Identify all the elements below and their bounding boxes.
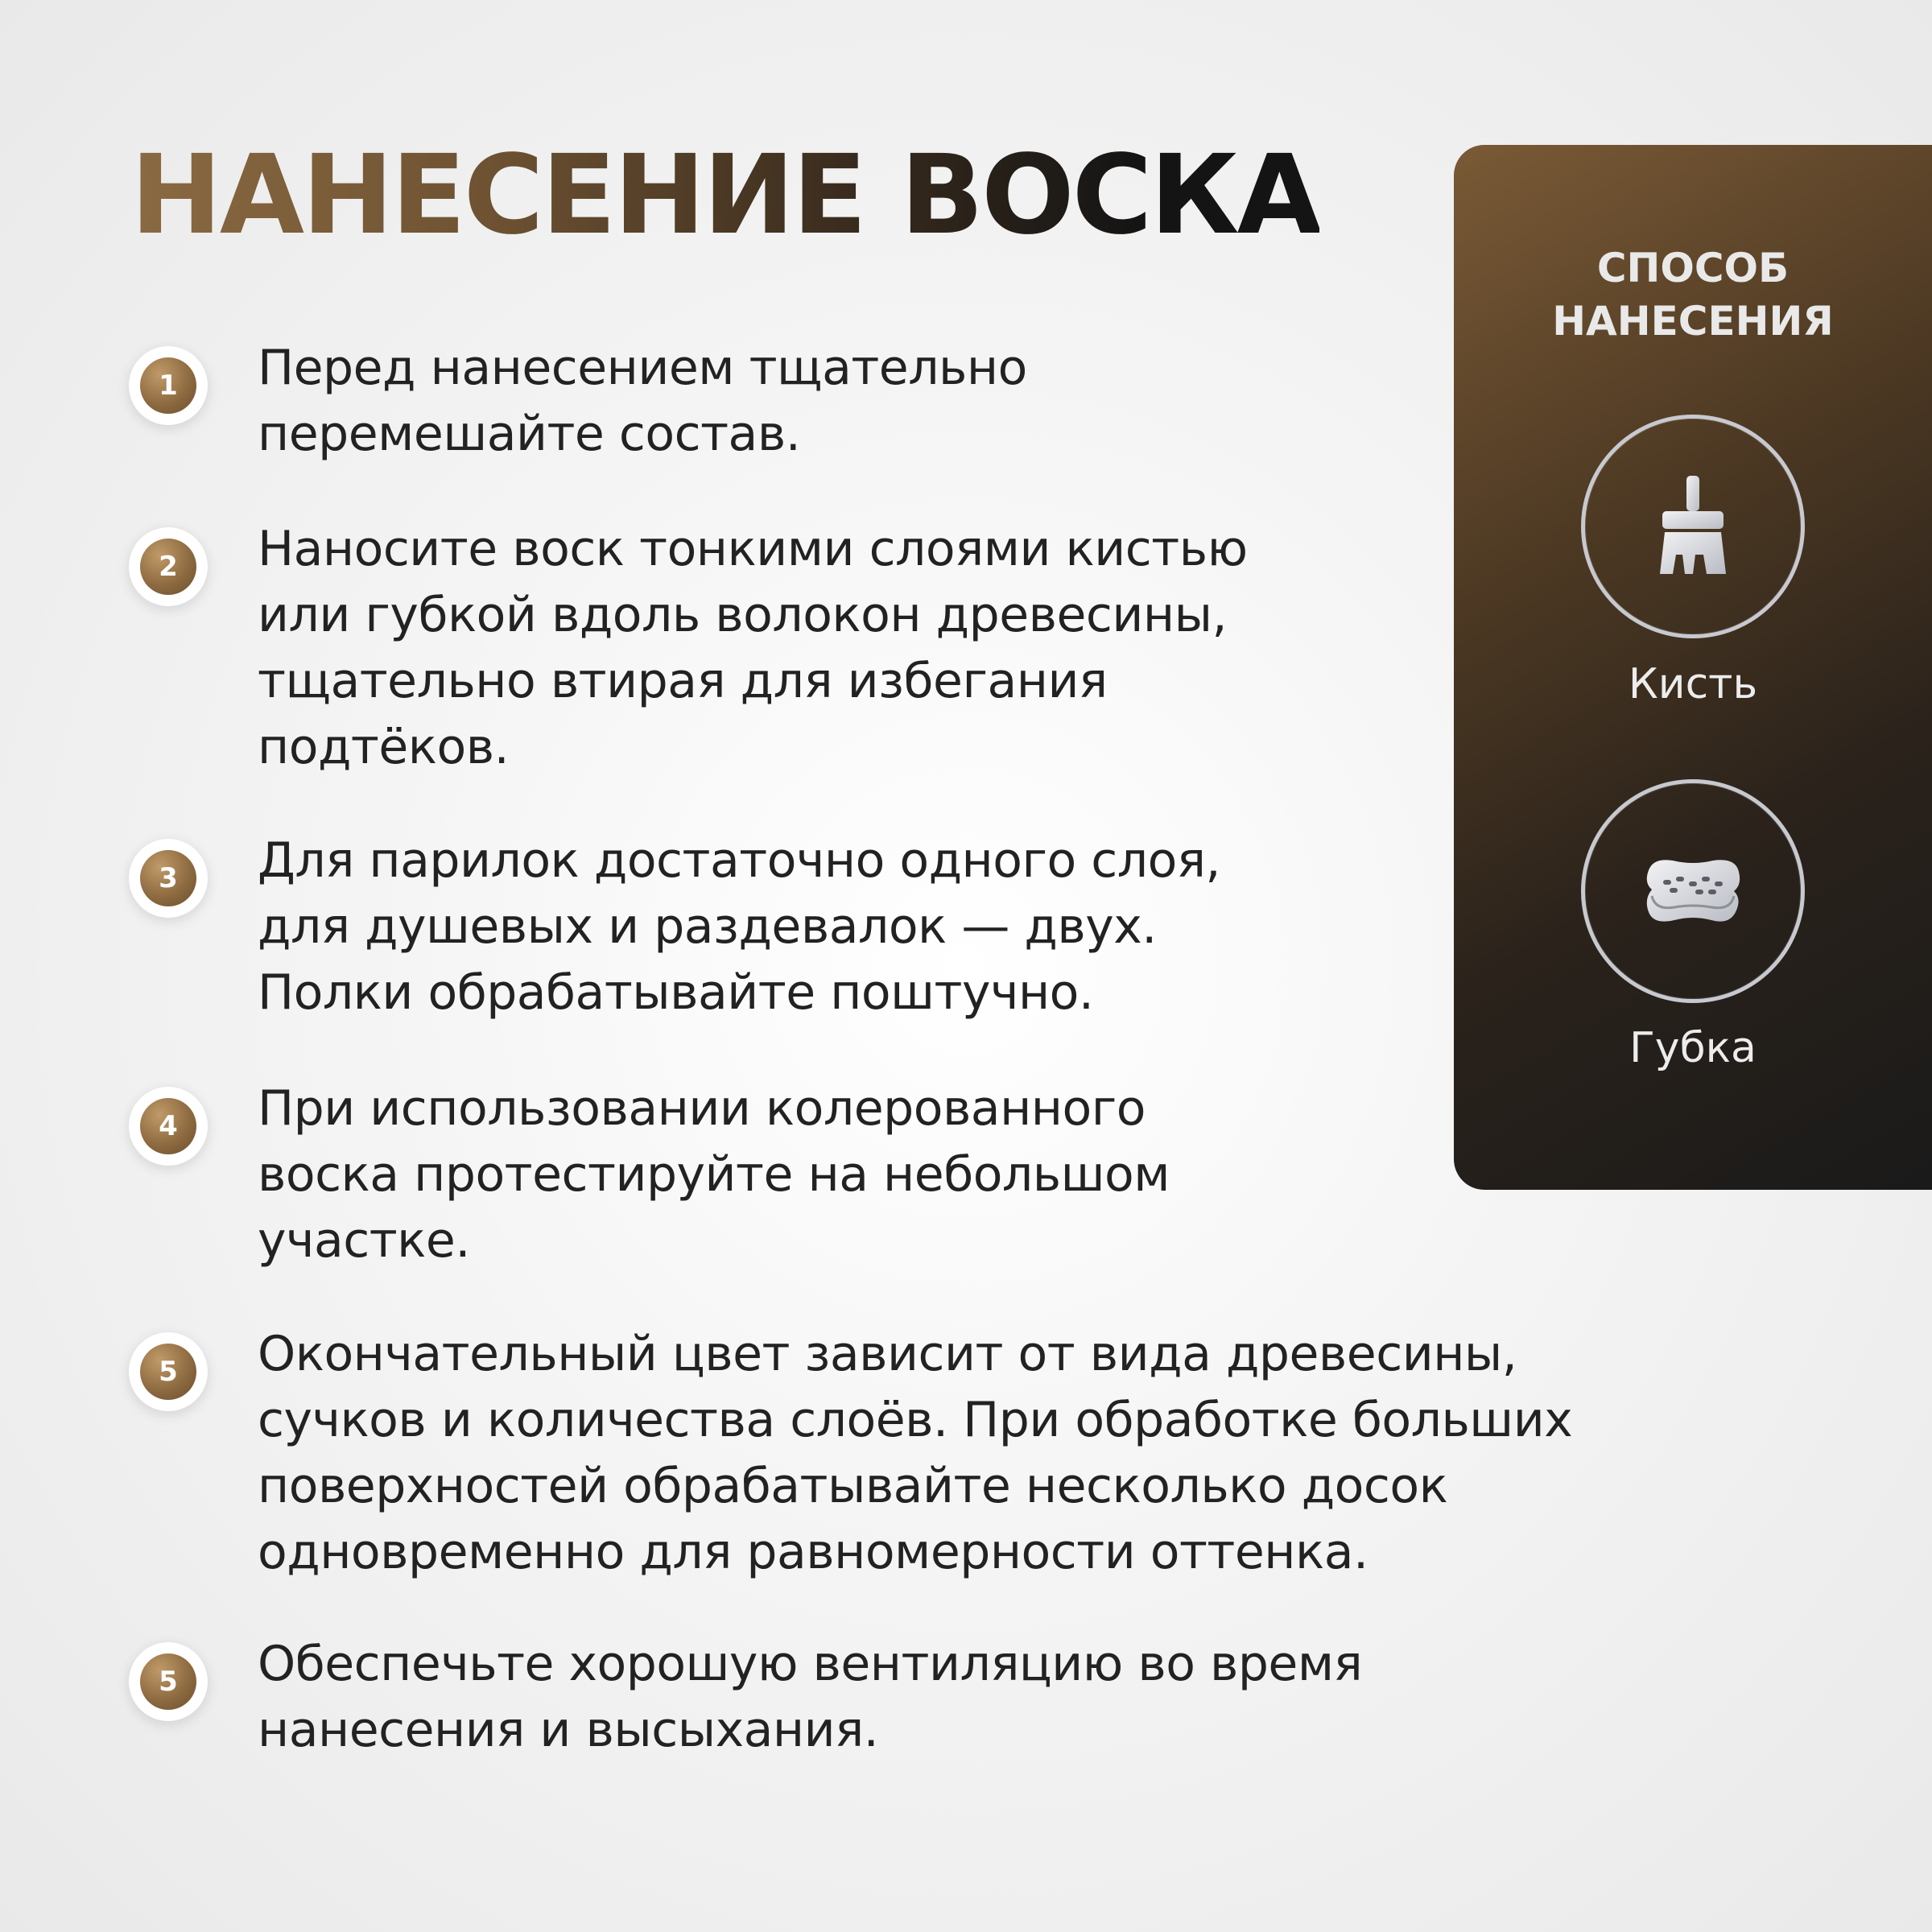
- brush-icon: [1649, 474, 1737, 579]
- brush-method-circle: [1581, 415, 1805, 638]
- step-number: 1: [140, 357, 196, 414]
- step-badge: [129, 1332, 208, 1411]
- sponge-method-circle: [1581, 779, 1805, 1003]
- step-number: 2: [140, 539, 196, 595]
- step-badge: [129, 1087, 208, 1166]
- sponge-icon: [1641, 851, 1745, 931]
- step-text: Обеспечьте хорошую вентиляцию во время нанесения и высыхания.: [258, 1636, 1363, 1758]
- step-number: 5: [140, 1653, 196, 1710]
- step-number: 5: [140, 1344, 196, 1400]
- panel-title: СПОСОБ НАНЕСЕНИЯ: [1552, 245, 1834, 345]
- step-text: Окончательный цвет зависит от вида древесины, сучков и количества слоёв. При обработке больших поверхностей обрабатывайте несколько досок одновременно для равномерности оттенка.: [258, 1326, 1573, 1580]
- step-badge: [129, 1642, 208, 1721]
- step-text: Перед нанесением тщательно перемешайте состав.: [258, 340, 1027, 462]
- step-badge: [129, 839, 208, 918]
- step-text: Наносите воск тонкими слоями кистью или губкой вдоль волокон древесины, тщательно втирая для избегания подтёков.: [258, 521, 1248, 775]
- step-number: 4: [140, 1098, 196, 1154]
- sponge-label: Губка: [1629, 1024, 1757, 1072]
- page-title: НАНЕСЕНИЕ ВОСКА: [130, 132, 1319, 259]
- step-text: При использовании колерованного воска протестируйте на небольшом участке.: [258, 1080, 1170, 1269]
- step-badge: [129, 527, 208, 606]
- step-number: 3: [140, 850, 196, 906]
- step-badge: [129, 346, 208, 425]
- application-method-panel: [1454, 145, 1932, 1190]
- brush-label: Кисть: [1628, 660, 1758, 708]
- step-text: Для парилок достаточно одного слоя, для душевых и раздевалок — двух. Полки обрабатывайте поштучно.: [258, 832, 1221, 1021]
